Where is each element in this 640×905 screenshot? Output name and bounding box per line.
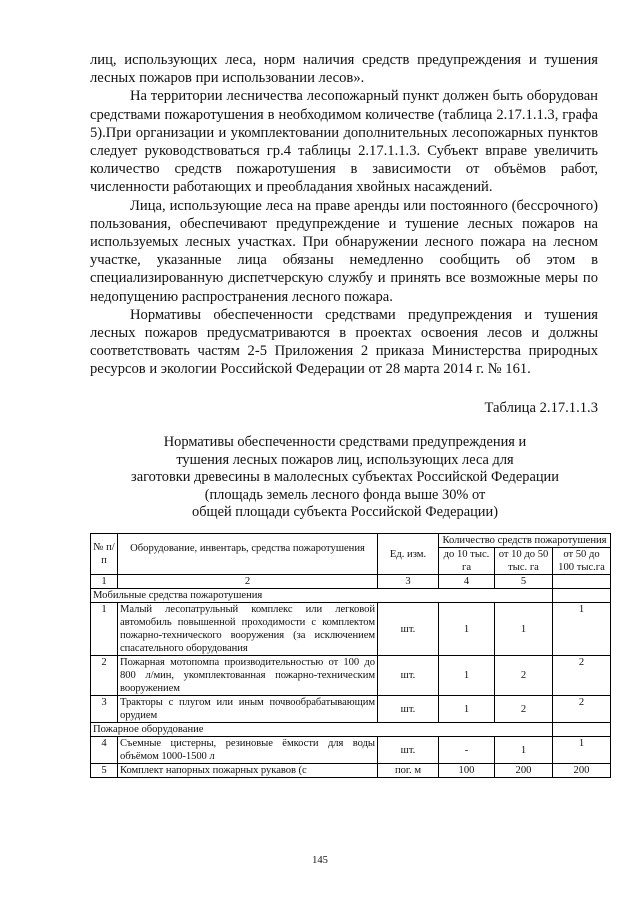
table-label: Таблица 2.17.1.1.3	[484, 400, 598, 416]
column-number: 3	[378, 575, 439, 589]
section-title-mobile: Мобильные средства пожаротушения	[91, 589, 553, 603]
column-number-row	[91, 575, 611, 589]
column-number: 4	[439, 575, 495, 589]
body-text	[90, 51, 598, 379]
row-value-c: 1	[553, 603, 611, 656]
section-row-empty	[553, 589, 611, 603]
header-col-c: от 50 до 100 тыс.га	[553, 548, 611, 575]
paragraph: лиц, использующих леса, норм наличия средств предупреждения и тушения лесных пожаров при использовании лесов».	[90, 52, 598, 87]
row-unit: пог. м	[378, 764, 439, 778]
row-value-b: 1	[495, 603, 553, 656]
row-description: Пожарная мотопомпа производительностью от 100 до 800 л/мин, укомплектованная пожарно-техническим вооружением	[118, 656, 378, 696]
paragraph: Лица, использующие леса на праве аренды или постоянного (бессрочного) пользования, обеспечивают предупреждение и тушение лесных пожаров на используемых лесных участках. При обнаружении лесного пожара на лесном участке, указанные лица обязаны немедленно сообщить об этом в специализированную диспетчерскую службу и принять все возможные меры по недопущению распространения лесного пожара.	[90, 197, 598, 305]
table-row	[91, 603, 611, 656]
paragraph: Нормативы обеспеченности средствами предупреждения и тушения лесных пожаров предусматриваются в проектах освоения лесов и должны соответствовать частям 2-5 Приложения 2 приказа Министерства природных ресурсов и экологии Российской Федерации от 28 марта 2014 г. № 161.	[90, 306, 598, 378]
row-description: Малый лесопатрульный комплекс или легковой автомобиль повышенной проходимости с комплектом пожарно-технического вооружения (за исключением спасательного оборудования	[118, 603, 378, 656]
column-number: 1	[91, 575, 118, 589]
caption-line: тушения лесных пожаров лиц, использующих леса для	[176, 451, 514, 468]
row-description: Тракторы с плугом или иным почвообрабатывающим орудием	[118, 696, 378, 723]
table-row	[91, 696, 611, 723]
caption-line: Нормативы обеспеченности средствами предупреждения и	[163, 434, 527, 450]
row-value-a: 100	[439, 764, 495, 778]
row-unit: шт.	[378, 603, 439, 656]
row-value-c: 1	[553, 737, 611, 764]
row-value-b: 2	[495, 696, 553, 723]
norms-table	[90, 533, 611, 778]
header-quantity: Количество средств пожаротушения	[439, 534, 611, 548]
row-value-b: 2	[495, 656, 553, 696]
table-row	[91, 764, 611, 778]
column-number-empty	[553, 575, 611, 589]
row-value-c: 200	[553, 764, 611, 778]
row-value-b: 1	[495, 737, 553, 764]
header-unit: Ед. изм.	[378, 534, 439, 575]
caption-line: (площадь земель лесного фонда выше 30% от	[204, 486, 486, 503]
row-value-c: 2	[553, 696, 611, 723]
section-row	[91, 589, 611, 603]
section-title-equipment: Пожарное оборудование	[91, 723, 553, 737]
row-num: 5	[91, 764, 118, 778]
page-number: 145	[312, 855, 328, 866]
column-number: 2	[118, 575, 378, 589]
row-description: Комплект напорных пожарных рукавов (с	[118, 764, 378, 778]
row-num: 1	[91, 603, 118, 656]
table-row	[91, 737, 611, 764]
row-value-a: 1	[439, 603, 495, 656]
header-equipment: Оборудование, инвентарь, средства пожаротушения	[118, 534, 378, 575]
column-number: 5	[495, 575, 553, 589]
row-value-c: 2	[553, 656, 611, 696]
row-num: 4	[91, 737, 118, 764]
header-num: № п/п	[91, 534, 118, 575]
table-row	[91, 656, 611, 696]
section-row-empty	[553, 723, 611, 737]
row-num: 2	[91, 656, 118, 696]
row-description: Съемные цистерны, резиновые ёмкости для воды объёмом 1000-1500 л	[118, 737, 378, 764]
row-unit: шт.	[378, 696, 439, 723]
caption-line: общей площади субъекта Российской Федерации)	[192, 504, 498, 520]
header-col-b: от 10 до 50 тыс. га	[495, 548, 553, 575]
row-unit: шт.	[378, 737, 439, 764]
row-unit: шт.	[378, 656, 439, 696]
caption-line: заготовки древесины в малолесных субъектах Российской Федерации	[131, 469, 559, 485]
table-header-row	[91, 534, 611, 548]
row-value-b: 200	[495, 764, 553, 778]
row-value-a: 1	[439, 656, 495, 696]
paragraph: На территории лесничества лесопожарный пункт должен быть оборудован средствами пожаротушения в необходимом количестве (таблица 2.17.1.1.3, графа 5).При организации и укомплектовании дополнительных лесопожарных пунктов следует руководствоваться гр.4 таблицы 2.17.1.1.3. Субъект вправе увеличить количество средств пожаротушения в зависимости от объёмов работ, численности работающих и преобладания хвойных насаждений.	[90, 88, 598, 196]
row-value-a: -	[439, 737, 495, 764]
table-caption	[95, 434, 595, 522]
header-col-a: до 10 тыс. га	[439, 548, 495, 575]
row-num: 3	[91, 696, 118, 723]
row-value-a: 1	[439, 696, 495, 723]
section-row	[91, 723, 611, 737]
